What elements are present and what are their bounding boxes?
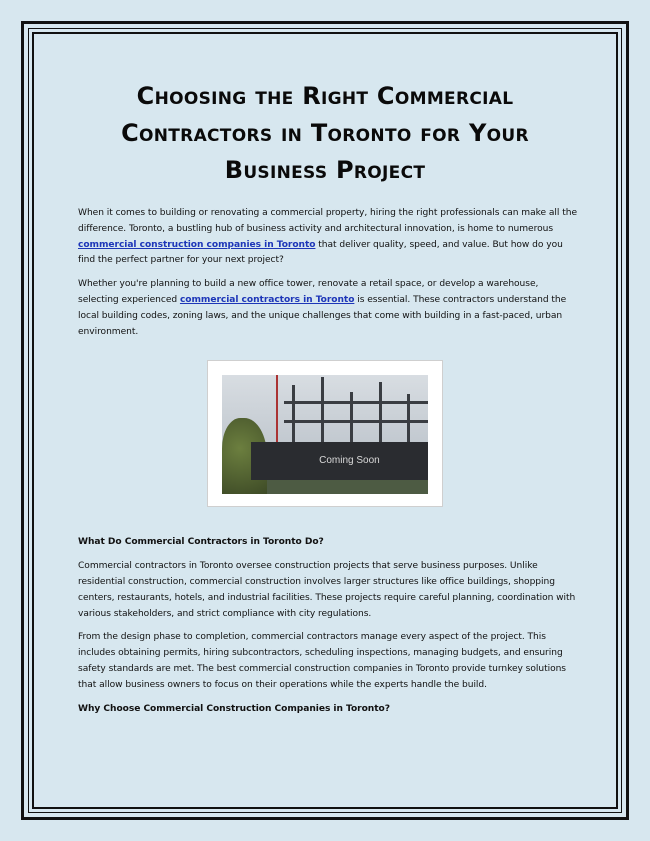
- title-line-1: Choosing the Right Commercial: [136, 82, 514, 110]
- steel-column: [407, 394, 410, 446]
- title-line-2: Contractors in Toronto for Your: [121, 119, 529, 147]
- coming-soon-sign: Coming Soon: [319, 455, 380, 467]
- intro-p1-text-b: that deliver quality, speed, and value. But how do you find the perfect partner for your next project?: [78, 239, 563, 266]
- intro-p2-text-b: is essential. These contractors understand the local building codes, zoning laws, and the unique challenges that come with building in a fast-paced, urban environment.: [78, 294, 567, 337]
- crane-mast: [276, 375, 278, 446]
- construction-photo-frame: [207, 360, 443, 507]
- link-commercial-contractors[interactable]: commercial contractors in Toronto: [179, 294, 355, 305]
- intro-paragraph-1: [78, 206, 578, 269]
- link-commercial-construction-companies[interactable]: commercial construction companies in Toronto: [78, 239, 316, 250]
- intro-paragraph-2: [78, 277, 578, 340]
- steel-beam: [284, 401, 428, 404]
- intro-p2-text-a: Whether you're planning to build a new office tower, renovate a retail space, or develop a warehouse, selecting experienced: [78, 279, 539, 305]
- section1-paragraph-2: From the design phase to completion, commercial contractors manage every aspect of the project. This includes obtaining permits, hiring subcontractors, scheduling inspections, managing budgets, and ensuring safety standards are met. The best commercial construction companies in Toronto provide turnkey solutions that allow business owners to focus on their operations while the experts handle the build.: [78, 632, 566, 690]
- section1-paragraph-1: Commercial contractors in Toronto oversee construction projects that serve business purposes. Unlike residential construction, commercial construction involves larger structures like office buildings, shopping centers, restaurants, hotels, and industrial facilities. These projects require careful planning, coordination with various stakeholders, and strict compliance with city regulations.: [78, 561, 576, 619]
- section-heading-what-do: What Do Commercial Contractors in Toronto Do?: [78, 537, 324, 548]
- steel-column: [292, 385, 295, 447]
- intro-p1-text-a: When it comes to building or renovating a commercial property, hiring the right professionals can make all the difference. Toronto, a bustling hub of business activity and architectural innovation, is home to numerous: [78, 208, 578, 234]
- construction-photo: [222, 375, 428, 494]
- section-heading-why-choose: Why Choose Commercial Construction Companies in Toronto?: [78, 703, 390, 714]
- page-title: [80, 78, 570, 189]
- steel-column: [379, 382, 382, 446]
- coming-soon-hoarding: [251, 442, 428, 480]
- steel-column: [350, 392, 353, 447]
- steel-column: [321, 377, 324, 446]
- title-line-3: Business Project: [224, 156, 426, 184]
- steel-beam: [284, 420, 428, 423]
